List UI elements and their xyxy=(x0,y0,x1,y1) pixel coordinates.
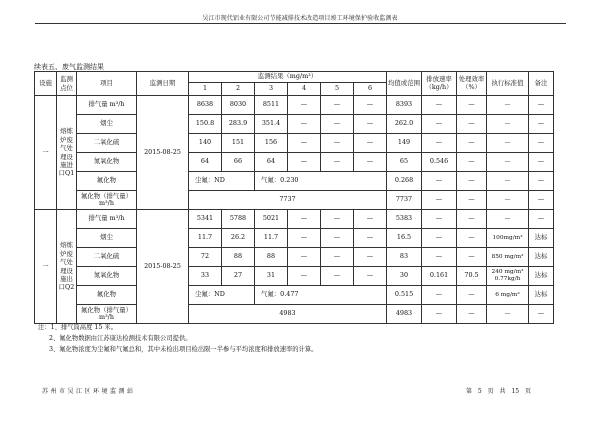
col-num: 6 xyxy=(354,83,387,96)
item-cell: 氟化物（排气量）m³/h xyxy=(77,191,137,210)
table-row xyxy=(35,248,554,267)
rate-cell: — xyxy=(422,172,457,191)
rate-cell: — xyxy=(422,210,457,229)
split-value-cell: 气氟：0.477 xyxy=(255,286,387,305)
mean-cell: 5383 xyxy=(387,210,422,229)
item-cell: 排气量 m³/h xyxy=(77,96,137,115)
efficiency-cell: — xyxy=(457,248,487,267)
table-row xyxy=(35,210,554,229)
value-cell: 26.2 xyxy=(222,229,255,248)
item-cell: 二氧化硫 xyxy=(77,248,137,267)
note-line: 3、氟化物浓度为尘氟和气氟总和，其中未检出项目检出限一半参与平均浓度和排放速率的计算。 xyxy=(49,346,318,353)
note-line: 2、氟化物数据由江苏康达检测技术有限公司提供。 xyxy=(49,335,192,342)
efficiency-cell: — xyxy=(457,134,487,153)
standard-cell: — xyxy=(487,305,529,324)
value-cell: — xyxy=(321,115,354,134)
value-cell: 351.4 xyxy=(255,115,288,134)
value-cell: 88 xyxy=(255,248,288,267)
standard-cell: — xyxy=(487,134,529,153)
footer-station: 苏州市吴江区环境监测站 xyxy=(42,388,136,395)
col-num: 4 xyxy=(288,83,321,96)
remark-cell: — xyxy=(529,153,554,172)
item-cell: 氮氧化物 xyxy=(77,153,137,172)
single-value-cell: 4983 xyxy=(189,305,387,324)
header-rule xyxy=(35,23,566,24)
standard-cell: — xyxy=(487,172,529,191)
value-cell: 8638 xyxy=(189,96,222,115)
standard-cell: 100mg/m³ xyxy=(487,229,529,248)
value-cell: — xyxy=(288,248,321,267)
rate-cell: 0.161 xyxy=(422,267,457,286)
value-cell: — xyxy=(321,248,354,267)
efficiency-cell: — xyxy=(457,229,487,248)
item-cell: 氮氧化物 xyxy=(77,267,137,286)
value-cell: — xyxy=(354,96,387,115)
value-cell: 11.7 xyxy=(189,229,222,248)
value-cell: 11.7 xyxy=(255,229,288,248)
value-cell: 27 xyxy=(222,267,255,286)
table-notes xyxy=(38,322,317,355)
value-cell: — xyxy=(354,267,387,286)
point-text: 熔炼炉废气处理设施进口Q1 xyxy=(58,127,75,178)
standard-cell: — xyxy=(487,191,529,210)
point-cell xyxy=(57,96,77,210)
table-row xyxy=(35,286,554,305)
standard-cell: — xyxy=(487,210,529,229)
value-cell: 8511 xyxy=(255,96,288,115)
remark-cell: — xyxy=(529,115,554,134)
table-row xyxy=(35,305,554,324)
split-value-cell: 气氟：0.230 xyxy=(255,172,387,191)
standard-cell: 6 mg/m³ xyxy=(487,286,529,305)
mean-cell: 65 xyxy=(387,153,422,172)
value-cell: — xyxy=(321,267,354,286)
value-cell: 5788 xyxy=(222,210,255,229)
table-row xyxy=(35,134,554,153)
value-cell: 8030 xyxy=(222,96,255,115)
col-date: 监测日期 xyxy=(137,72,189,96)
value-cell: 151 xyxy=(222,134,255,153)
efficiency-cell: — xyxy=(457,305,487,324)
remark-cell: — xyxy=(529,305,554,324)
col-point xyxy=(57,72,77,96)
item-cell: 氟化物 xyxy=(77,172,137,191)
remark-cell: 达标 xyxy=(529,248,554,267)
split-value-cell: 尘氟：ND xyxy=(189,286,255,305)
rate-cell: — xyxy=(422,96,457,115)
single-value-cell: 7737 xyxy=(189,191,387,210)
value-cell: — xyxy=(288,267,321,286)
remark-cell: — xyxy=(529,172,554,191)
col-num: 3 xyxy=(255,83,288,96)
value-cell: 64 xyxy=(189,153,222,172)
col-item: 项目 xyxy=(77,72,137,96)
col-efficiency: 处理效率（%） xyxy=(457,72,487,96)
value-cell: — xyxy=(288,115,321,134)
value-cell: — xyxy=(321,229,354,248)
col-rate: 排放速率（kg/h） xyxy=(422,72,457,96)
standard-cell: — xyxy=(487,96,529,115)
value-cell: 5021 xyxy=(255,210,288,229)
col-point-text: 监测点位 xyxy=(60,75,73,92)
remark-cell: — xyxy=(529,210,554,229)
value-cell: 88 xyxy=(222,248,255,267)
item-cell: 氟化物 xyxy=(77,286,137,305)
value-cell: — xyxy=(288,134,321,153)
value-cell: 5341 xyxy=(189,210,222,229)
col-num: 1 xyxy=(189,83,222,96)
col-standard: 执行标准值 xyxy=(487,72,529,96)
efficiency-cell: 70.5 xyxy=(457,267,487,286)
gas-monitoring-table xyxy=(34,71,554,324)
table-caption: 续表五、废气监测结果 xyxy=(34,63,104,71)
rate-cell: — xyxy=(422,248,457,267)
col-mean: 均值或范围 xyxy=(387,72,422,96)
value-cell: — xyxy=(354,153,387,172)
rate-cell: — xyxy=(422,115,457,134)
remark-cell: — xyxy=(529,191,554,210)
value-cell: 150.8 xyxy=(189,115,222,134)
date-cell: 2015-08-25 xyxy=(137,96,189,210)
mean-cell: 0.268 xyxy=(387,172,422,191)
col-remark: 备注 xyxy=(529,72,554,96)
col-num: 5 xyxy=(321,83,354,96)
mean-cell: 83 xyxy=(387,248,422,267)
mean-cell: 262.0 xyxy=(387,115,422,134)
rate-cell: — xyxy=(422,305,457,324)
table-row xyxy=(35,96,554,115)
efficiency-cell: — xyxy=(457,191,487,210)
point-cell xyxy=(57,210,77,324)
value-cell: 140 xyxy=(189,134,222,153)
split-value-cell: 尘氟：ND xyxy=(189,172,255,191)
value-cell: 33 xyxy=(189,267,222,286)
value-cell: — xyxy=(354,115,387,134)
process-cell: 一 xyxy=(35,96,57,210)
remark-cell: 达标 xyxy=(529,229,554,248)
value-cell: — xyxy=(321,153,354,172)
item-cell: 烟尘 xyxy=(77,115,137,134)
value-cell: — xyxy=(321,96,354,115)
table-row xyxy=(35,229,554,248)
value-cell: — xyxy=(354,229,387,248)
item-cell: 氟化物（排气量）m³/h xyxy=(77,305,137,324)
value-cell: — xyxy=(288,229,321,248)
mean-cell: 4983 xyxy=(387,305,422,324)
rate-cell: — xyxy=(422,191,457,210)
mean-cell: 7737 xyxy=(387,191,422,210)
efficiency-cell: — xyxy=(457,210,487,229)
efficiency-cell: — xyxy=(457,153,487,172)
value-cell: — xyxy=(321,210,354,229)
standard-cell: — xyxy=(487,153,529,172)
col-results: 监测结果（mg/m³） xyxy=(189,72,387,83)
value-cell: — xyxy=(288,96,321,115)
mean-cell: 0.515 xyxy=(387,286,422,305)
document-header: 吴江市现代铝业有限公司节能减排技术改造项目竣工环境保护验收监测表 xyxy=(202,15,398,22)
mean-cell: 8393 xyxy=(387,96,422,115)
rate-cell: 0.546 xyxy=(422,153,457,172)
standard-cell: 240 mg/m³ 0.77kg/h xyxy=(487,267,529,286)
standard-cell: 850 mg/m³ xyxy=(487,248,529,267)
standard-cell: — xyxy=(487,115,529,134)
efficiency-cell: — xyxy=(457,286,487,305)
process-cell: 一 xyxy=(35,210,57,324)
table-row xyxy=(35,172,554,191)
item-cell: 排气量 m³/h xyxy=(77,210,137,229)
rate-cell: — xyxy=(422,286,457,305)
remark-cell: 达标 xyxy=(529,286,554,305)
mean-cell: 149 xyxy=(387,134,422,153)
item-cell: 二氧化硫 xyxy=(77,134,137,153)
value-cell: 156 xyxy=(255,134,288,153)
remark-cell: 达标 xyxy=(529,267,554,286)
table-row xyxy=(35,153,554,172)
value-cell: 283.9 xyxy=(222,115,255,134)
footer-page-number: 第 5 页 共 15 页 xyxy=(466,388,531,395)
value-cell: — xyxy=(288,153,321,172)
value-cell: 66 xyxy=(222,153,255,172)
value-cell: — xyxy=(354,134,387,153)
value-cell: — xyxy=(288,210,321,229)
point-text: 熔炼炉废气处理设施出口Q2 xyxy=(58,241,75,292)
efficiency-cell: — xyxy=(457,172,487,191)
value-cell: — xyxy=(321,134,354,153)
col-process: 设施 xyxy=(35,72,57,96)
remark-cell: — xyxy=(529,134,554,153)
efficiency-cell: — xyxy=(457,115,487,134)
item-cell: 烟尘 xyxy=(77,229,137,248)
mean-cell: 16.5 xyxy=(387,229,422,248)
col-num: 2 xyxy=(222,83,255,96)
value-cell: 64 xyxy=(255,153,288,172)
value-cell: 31 xyxy=(255,267,288,286)
note-line: 注：1、排气筒高度 15 米。 xyxy=(38,324,117,331)
value-cell: 72 xyxy=(189,248,222,267)
date-cell: 2015-08-25 xyxy=(137,210,189,324)
rate-cell: — xyxy=(422,229,457,248)
efficiency-cell: — xyxy=(457,96,487,115)
table-row xyxy=(35,267,554,286)
remark-cell: — xyxy=(529,96,554,115)
rate-cell: — xyxy=(422,134,457,153)
table-row xyxy=(35,115,554,134)
mean-cell: 30 xyxy=(387,267,422,286)
value-cell: — xyxy=(354,248,387,267)
value-cell: — xyxy=(354,210,387,229)
table-row xyxy=(35,191,554,210)
